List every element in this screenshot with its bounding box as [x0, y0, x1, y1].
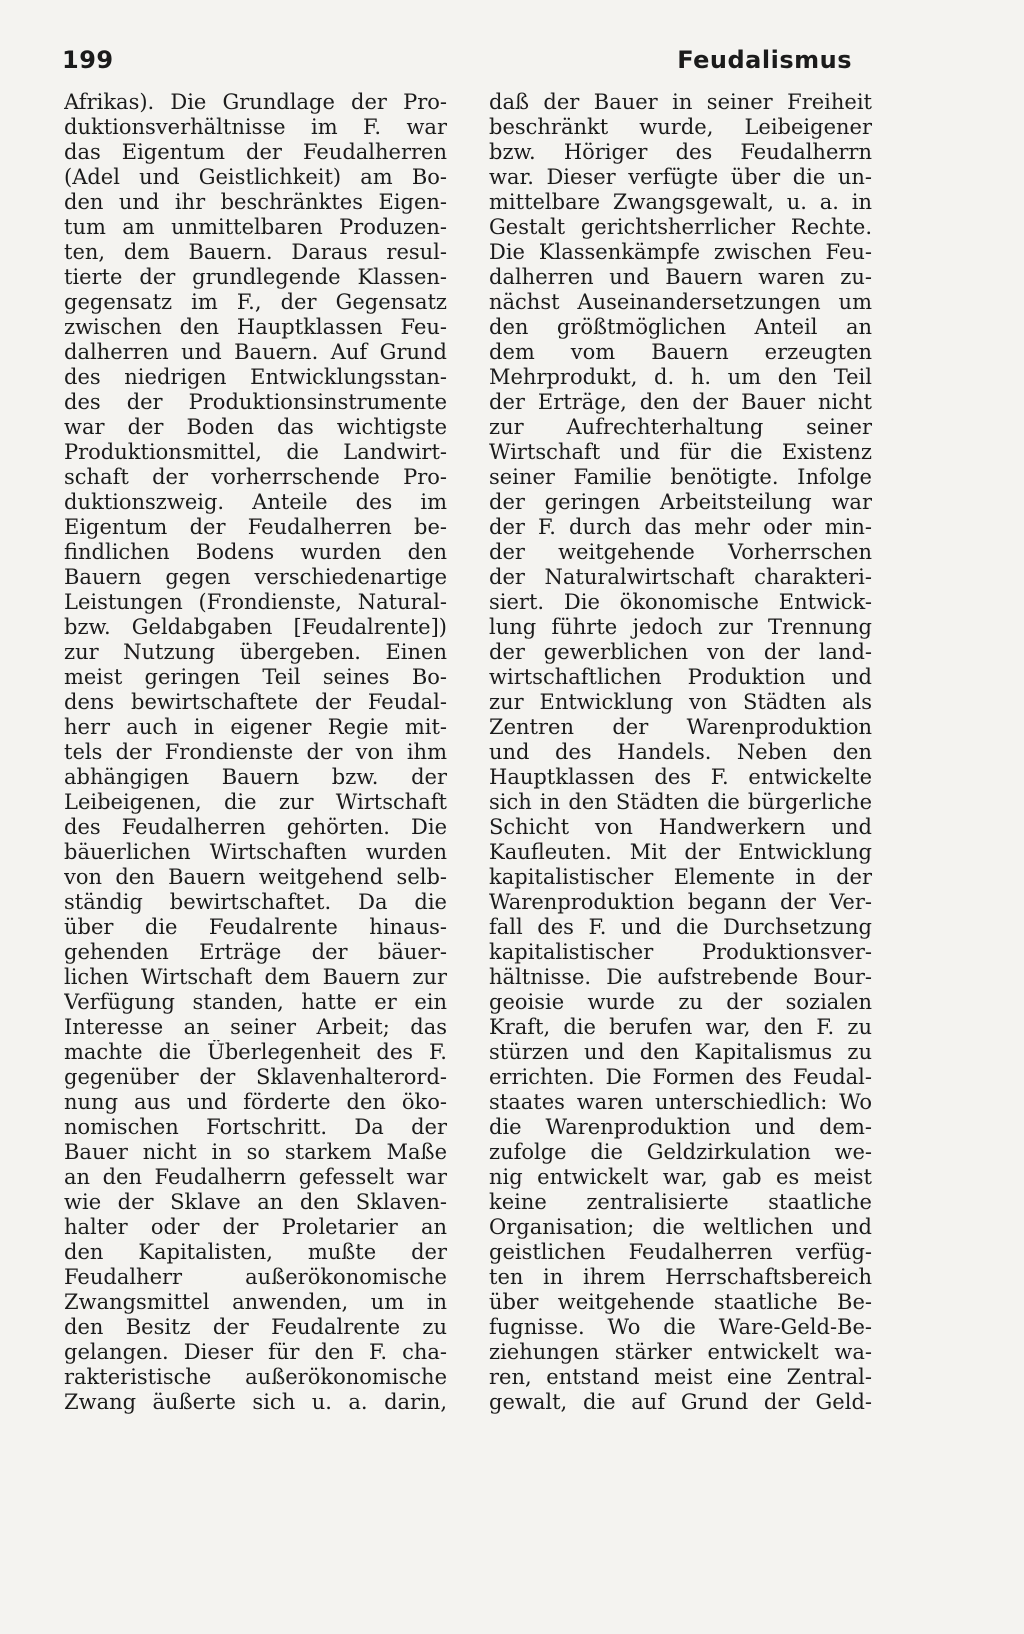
text-line: war der Boden das wichtigste [64, 415, 447, 439]
text-line: Gestalt gerichtsherrlicher Rechte. [489, 215, 872, 239]
text-line: siert. Die ökonomische Entwick- [489, 590, 872, 614]
text-line: ziehungen stärker entwickelt wa- [489, 1340, 872, 1364]
text-line: der F. durch das mehr oder min- [489, 515, 872, 539]
text-line: zur Entwicklung von Städten als [489, 690, 872, 714]
text-line: beschränkt wurde, Leibeigener [489, 115, 872, 139]
text-line: schaft der vorherrschende Pro- [64, 465, 447, 489]
text-line: Eigentum der Feudalherren be- [64, 515, 447, 539]
text-line: wie der Sklave an den Sklaven- [64, 1190, 447, 1214]
text-line: bzw. Höriger des Feudalherrn [489, 140, 872, 164]
text-line: den und ihr beschränktes Eigen- [64, 190, 447, 214]
text-line: Leibeigenen, die zur Wirtschaft [64, 790, 447, 814]
text-line: nächst Auseinandersetzungen um [489, 290, 872, 314]
text-line: war. Dieser verfügte über die un- [489, 165, 872, 189]
text-line: den Kapitalisten, mußte der [64, 1240, 447, 1264]
text-line: tierte der grundlegende Klassen- [64, 265, 447, 289]
text-line: Afrikas). Die Grundlage der Pro- [64, 90, 447, 114]
text-line: tels der Frondienste der von ihm [64, 740, 447, 764]
text-line: daß der Bauer in seiner Freiheit [489, 90, 872, 114]
text-line: nung aus und förderte den öko- [64, 1090, 447, 1114]
text-line: Bauern gegen verschiedenartige [64, 565, 447, 589]
text-line: fugnisse. Wo die Ware-Geld-Be- [489, 1315, 872, 1339]
text-line: Schicht von Handwerkern und [489, 815, 872, 839]
text-line: die Warenproduktion und dem- [489, 1115, 872, 1139]
text-line: fall des F. und die Durchsetzung [489, 915, 872, 939]
text-line: bzw. Geldabgaben [Feudalrente]) [64, 615, 447, 639]
text-line: nomischen Fortschritt. Da der [64, 1115, 447, 1139]
text-line: sich in den Städten die bürgerliche [489, 790, 872, 814]
text-line: der Naturalwirtschaft charakteri- [489, 565, 872, 589]
text-line: Warenproduktion begann der Ver- [489, 890, 872, 914]
text-line: halter oder der Proletarier an [64, 1215, 447, 1239]
text-line: wirtschaftlichen Produktion und [489, 665, 872, 689]
text-line: geistlichen Feudalherren verfüg- [489, 1240, 872, 1264]
running-head: Feudalismus [677, 46, 852, 74]
text-line: (Adel und Geistlichkeit) am Bo- [64, 165, 447, 189]
text-line: lung führte jedoch zur Trennung [489, 615, 872, 639]
text-line: Zwang äußerte sich u. a. darin, [64, 1390, 447, 1414]
text-line: lichen Wirtschaft dem Bauern zur [64, 965, 447, 989]
text-line: des der Produktionsinstrumente [64, 390, 447, 414]
text-line: duktionsverhältnisse im F. war [64, 115, 447, 139]
text-line: mittelbare Zwangsgewalt, u. a. in [489, 190, 872, 214]
text-line: Organisation; die weltlichen und [489, 1215, 872, 1239]
text-line: gegensatz im F., der Gegensatz [64, 290, 447, 314]
text-line: gelangen. Dieser für den F. cha- [64, 1340, 447, 1364]
text-line: gehenden Erträge der bäuer- [64, 940, 447, 964]
text-line: Interesse an seiner Arbeit; das [64, 1015, 447, 1039]
text-line: Mehrprodukt, d. h. um den Teil [489, 365, 872, 389]
text-line: den größtmöglichen Anteil an [489, 315, 872, 339]
text-line: über die Feudalrente hinaus- [64, 915, 447, 939]
text-line: zwischen den Hauptklassen Feu- [64, 315, 447, 339]
right-text-column [489, 90, 872, 1415]
text-line: machte die Überlegenheit des F. [64, 1040, 447, 1064]
text-line: Die Klassenkämpfe zwischen Feu- [489, 240, 872, 264]
text-line: dens bewirtschaftete der Feudal- [64, 690, 447, 714]
text-line: ten, dem Bauern. Daraus resul- [64, 240, 447, 264]
text-line: keine zentralisierte staatliche [489, 1190, 872, 1214]
text-line: errichten. Die Formen des Feudal- [489, 1065, 872, 1089]
text-line: hältnisse. Die aufstrebende Bour- [489, 965, 872, 989]
text-line: der weitgehende Vorherrschen [489, 540, 872, 564]
text-line: Hauptklassen des F. entwickelte [489, 765, 872, 789]
text-line: gewalt, die auf Grund der Geld- [489, 1390, 872, 1414]
text-line: der geringen Arbeitsteilung war [489, 490, 872, 514]
text-line: zufolge die Geldzirkulation we- [489, 1140, 872, 1164]
text-line: ten in ihrem Herrschaftsbereich [489, 1265, 872, 1289]
text-line: des niedrigen Entwicklungsstan- [64, 365, 447, 389]
text-line: Bauer nicht in so starkem Maße [64, 1140, 447, 1164]
text-line: kapitalistischer Elemente in der [489, 865, 872, 889]
text-line: der Erträge, den der Bauer nicht [489, 390, 872, 414]
text-line: geoisie wurde zu der sozialen [489, 990, 872, 1014]
text-line: an den Feudalherrn gefesselt war [64, 1165, 447, 1189]
text-line: ren, entstand meist eine Zentral- [489, 1365, 872, 1389]
text-line: tum am unmittelbaren Produzen- [64, 215, 447, 239]
text-line: duktionszweig. Anteile des im [64, 490, 447, 514]
text-line: findlichen Bodens wurden den [64, 540, 447, 564]
text-line: dem vom Bauern erzeugten [489, 340, 872, 364]
text-line: meist geringen Teil seines Bo- [64, 665, 447, 689]
page-number: 199 [62, 46, 114, 74]
text-line: seiner Familie benötigte. Infolge [489, 465, 872, 489]
text-line: stürzen und den Kapitalismus zu [489, 1040, 872, 1064]
text-line: der gewerblichen von der land- [489, 640, 872, 664]
text-line: herr auch in eigener Regie mit- [64, 715, 447, 739]
text-line: und des Handels. Neben den [489, 740, 872, 764]
text-line: dalherren und Bauern waren zu- [489, 265, 872, 289]
text-line: dalherren und Bauern. Auf Grund [64, 340, 447, 364]
text-line: Leistungen (Frondienste, Natural- [64, 590, 447, 614]
text-line: Wirtschaft und für die Existenz [489, 440, 872, 464]
text-line: Verfügung standen, hatte er ein [64, 990, 447, 1014]
text-line: Produktionsmittel, die Landwirt- [64, 440, 447, 464]
text-line: bäuerlichen Wirtschaften wurden [64, 840, 447, 864]
text-line: rakteristische außerökonomische [64, 1365, 447, 1389]
text-line: des Feudalherren gehörten. Die [64, 815, 447, 839]
text-line: abhängigen Bauern bzw. der [64, 765, 447, 789]
text-line: Zentren der Warenproduktion [489, 715, 872, 739]
text-line: gegenüber der Sklavenhalterord- [64, 1065, 447, 1089]
text-line: kapitalistischer Produktionsver- [489, 940, 872, 964]
text-line: von den Bauern weitgehend selb- [64, 865, 447, 889]
text-line: Kaufleuten. Mit der Entwicklung [489, 840, 872, 864]
text-line: Kraft, die berufen war, den F. zu [489, 1015, 872, 1039]
text-line: zur Aufrechterhaltung seiner [489, 415, 872, 439]
text-line: nig entwickelt war, gab es meist [489, 1165, 872, 1189]
text-line: Zwangsmittel anwenden, um in [64, 1290, 447, 1314]
text-line: über weitgehende staatliche Be- [489, 1290, 872, 1314]
text-line: zur Nutzung übergeben. Einen [64, 640, 447, 664]
left-text-column [64, 90, 447, 1415]
text-line: Feudalherr außerökonomische [64, 1265, 447, 1289]
text-line: ständig bewirtschaftet. Da die [64, 890, 447, 914]
page-header [62, 40, 852, 80]
text-line: den Besitz der Feudalrente zu [64, 1315, 447, 1339]
text-line: das Eigentum der Feudalherren [64, 140, 447, 164]
text-line: staates waren unterschiedlich: Wo [489, 1090, 872, 1114]
